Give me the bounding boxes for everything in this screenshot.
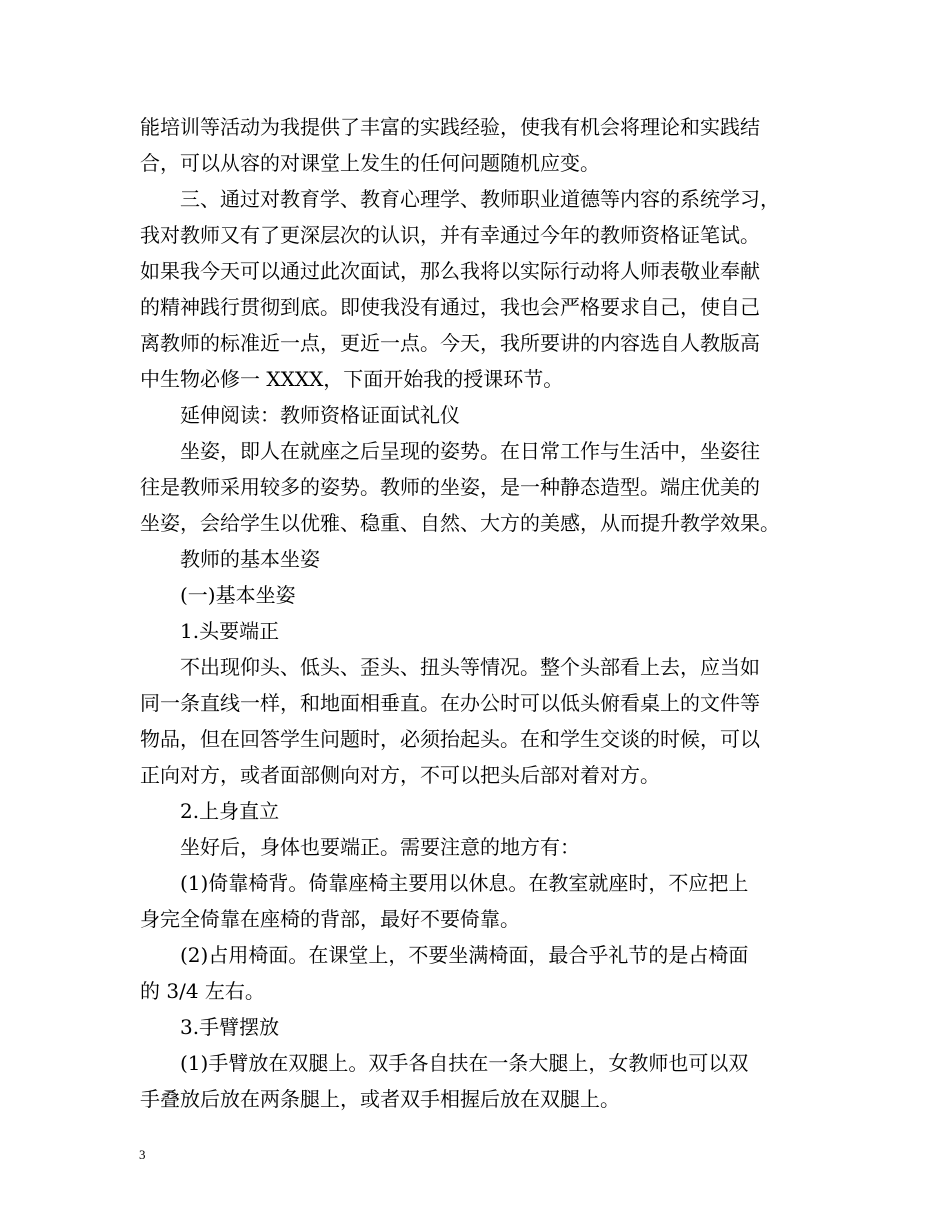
text-line: 坐姿，会给学生以优雅、稳重、自然、大方的美感，从而提升教学效果。 — [140, 511, 780, 535]
document-body — [140, 109, 830, 1117]
section-heading: 1.头要端正 — [180, 619, 280, 643]
page-number: 3 — [139, 1147, 146, 1162]
text-line: 中生物必修一 XXXX，下面开始我的授课环节。 — [140, 367, 564, 391]
text-line: 如果我今天可以通过此次面试，那么我将以实际行动将人师表敬业奉献 — [140, 259, 760, 283]
section-heading: 延伸阅读：教师资格证面试礼仪 — [180, 403, 460, 427]
text-line: 的精神践行贯彻到底。即使我没有通过，我也会严格要求自己，使自己 — [140, 295, 760, 319]
text-line: 我对教师又有了更深层次的认识，并有幸通过今年的教师资格证笔试。 — [140, 223, 760, 247]
section-heading: (一)基本坐姿 — [180, 583, 296, 607]
section-heading: 3.手臂摆放 — [180, 1015, 280, 1039]
text-line: 离教师的标准近一点，更近一点。今天，我所要讲的内容选自人教版高 — [140, 331, 760, 355]
text-line: 三、通过对教育学、教育心理学、教师职业道德等内容的系统学习， — [180, 187, 780, 211]
section-heading: 教师的基本坐姿 — [180, 547, 320, 571]
text-line: 同一条直线一样，和地面相垂直。在办公时可以低头俯看桌上的文件等 — [140, 691, 760, 715]
text-line: (2)占用椅面。在课堂上，不要坐满椅面，最合乎礼节的是占椅面 — [180, 943, 749, 967]
text-line: 物品，但在回答学生问题时，必须抬起头。在和学生交谈的时候，可以 — [140, 727, 760, 751]
text-line: 坐好后，身体也要端正。需要注意的地方有： — [180, 835, 580, 859]
text-line: 身完全倚靠在座椅的背部，最好不要倚靠。 — [140, 907, 520, 931]
text-line: (1)倚靠椅背。倚靠座椅主要用以休息。在教室就座时，不应把上 — [180, 871, 749, 895]
text-line: 往是教师采用较多的姿势。教师的坐姿，是一种静态造型。端庄优美的 — [140, 475, 760, 499]
text-line: 正向对方，或者面部侧向对方，不可以把头后部对着对方。 — [140, 763, 660, 787]
text-line: 坐姿，即人在就座之后呈现的姿势。在日常工作与生活中，坐姿往 — [180, 439, 760, 463]
text-line: 手叠放后放在两条腿上，或者双手相握后放在双腿上。 — [140, 1087, 620, 1111]
text-line: 能培训等活动为我提供了丰富的实践经验，使我有机会将理论和实践结 — [140, 115, 760, 139]
text-line: (1)手臂放在双腿上。双手各自扶在一条大腿上，女教师也可以双 — [180, 1051, 749, 1075]
text-line: 的 3/4 左右。 — [140, 979, 265, 1003]
text-line: 合，可以从容的对课堂上发生的任何问题随机应变。 — [140, 151, 600, 175]
section-heading: 2.上身直立 — [180, 799, 280, 823]
text-line: 不出现仰头、低头、歪头、扭头等情况。整个头部看上去，应当如 — [180, 655, 760, 679]
